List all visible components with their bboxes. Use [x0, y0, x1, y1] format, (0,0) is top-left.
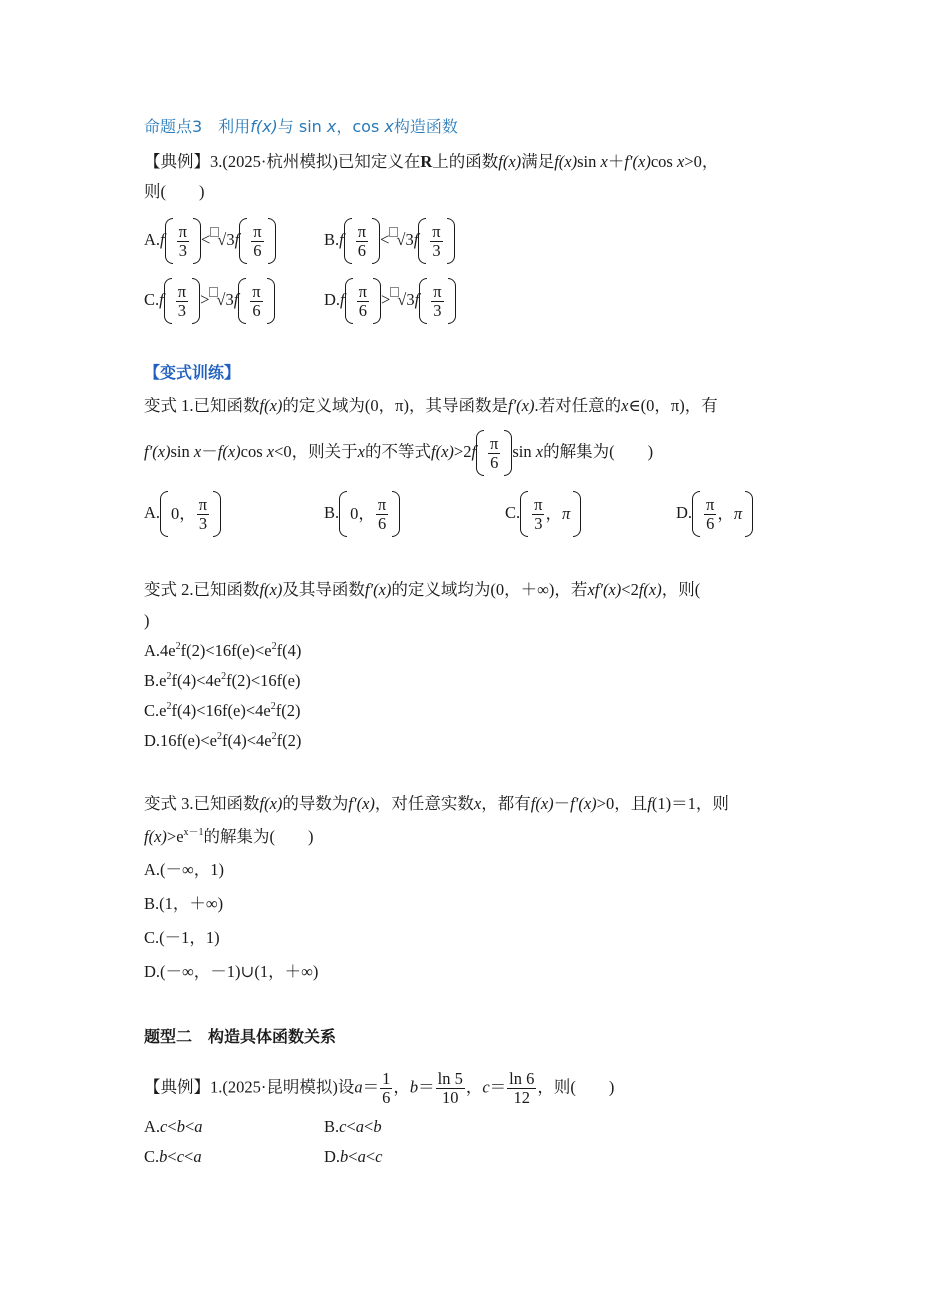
- variant-3-option-d[interactable]: D.(－∞，－1)∪(1，＋∞): [144, 962, 319, 981]
- example-3-then: 则( ): [144, 182, 205, 201]
- example-1-option-a[interactable]: A.c<b<a: [144, 1117, 203, 1136]
- fraction-a: $\frac{1}{6}$: [382, 1069, 391, 1107]
- example-3-option-b[interactable]: B.f $\frac{\pi}{6}$ < √3f $\frac{\pi}{3}$: [324, 218, 455, 264]
- variant-3-option-a[interactable]: A.(－∞，1): [144, 860, 225, 879]
- example-3-option-d[interactable]: D.f $\frac{\pi}{6}$ > √3f $\frac{\pi}{3}$: [324, 278, 456, 324]
- variant-3-option-c[interactable]: C.(－1，1): [144, 928, 220, 947]
- example-3-stem: 【典例】3.(2025·杭州模拟)已知定义在R上的函数f(x)满足f(x)sin x＋f′(x)cos x>0，: [144, 152, 719, 171]
- variant-training-heading: 【变式训练】: [144, 363, 241, 382]
- variant-2-option-c[interactable]: $C.e^2f(4)<16f(e)<4e^2f(2)$: [144, 701, 301, 720]
- example-3-option-a[interactable]: A.f $\frac{\pi}{3}$ < √3f $\frac{\pi}{6}$: [144, 218, 276, 264]
- variant-1-line-1: 变式 1.已知函数f(x)的定义域为(0，π)，其导函数是f′(x).若对任意的x∈(0，π)，有: [144, 396, 718, 415]
- example-1-option-c[interactable]: C.b<c<a: [144, 1147, 202, 1166]
- variant-1-option-d[interactable]: D. $\frac{\pi}{6}$ ， π: [676, 491, 753, 537]
- example-3-option-c[interactable]: C.f $\frac{\pi}{3}$ > √3f $\frac{\pi}{6}$: [144, 278, 275, 324]
- variant-3-line-1: 变式 3.已知函数f(x)的导数为f′(x)，对任意实数x，都有f(x)－f′(x)>0，且f(1)＝1，则: [144, 794, 729, 813]
- example-1-option-d[interactable]: D.b<a<c: [324, 1147, 383, 1166]
- section-heading-3: 命题点3 利用f(x)与 sin x，cos x构造函数: [144, 117, 458, 136]
- variant-1-option-b[interactable]: B. 0， $\frac{\pi}{6}$: [324, 491, 400, 537]
- example-1-stem: 【典例】1.(2025·昆明模拟)设a＝ $\frac{1}{6}$ ，b＝ $\frac{\ln 5}{10}$ ，c＝ $\frac{\ln 6}{12}$ ，则( ): [144, 1069, 615, 1107]
- fraction-b: $\frac{\ln 5}{10}$: [437, 1069, 463, 1107]
- variant-3-line-2: $f(x)>e^{x-1}$的解集为( ): [144, 827, 314, 846]
- variant-2-line-2: ): [144, 611, 150, 630]
- variant-1-option-a[interactable]: A. 0， $\frac{\pi}{3}$: [144, 491, 221, 537]
- variant-2-option-b[interactable]: $B.e^2f(4)<4e^2f(2)<16f(e)$: [144, 671, 301, 690]
- fraction-c: $\frac{\ln 6}{12}$: [509, 1069, 535, 1107]
- variant-3-option-b[interactable]: B.(1，＋∞): [144, 894, 224, 913]
- variant-1-line-2: f′(x)sin x－f(x)cos x<0，则关于x的不等式f(x)>2f $\frac{\pi}{6}$ sin x的解集为( ): [144, 430, 810, 476]
- variant-1-option-c[interactable]: C. $\frac{\pi}{3}$ ， π: [505, 491, 581, 537]
- variant-2-option-d[interactable]: $D.16f(e)<e^2f(4)<4e^2f(2)$: [144, 731, 302, 750]
- section-heading-type-2: 题型二 构造具体函数关系: [144, 1027, 337, 1046]
- variant-2-line-1: 变式 2.已知函数f(x)及其导函数f′(x)的定义域均为(0，＋∞)，若xf′(x)<2f(x)，则(: [144, 580, 701, 599]
- variant-2-option-a[interactable]: $A.4e^2f(2)<16f(e)<e^2f(4)$: [144, 641, 302, 660]
- example-1-option-b[interactable]: B.c<a<b: [324, 1117, 382, 1136]
